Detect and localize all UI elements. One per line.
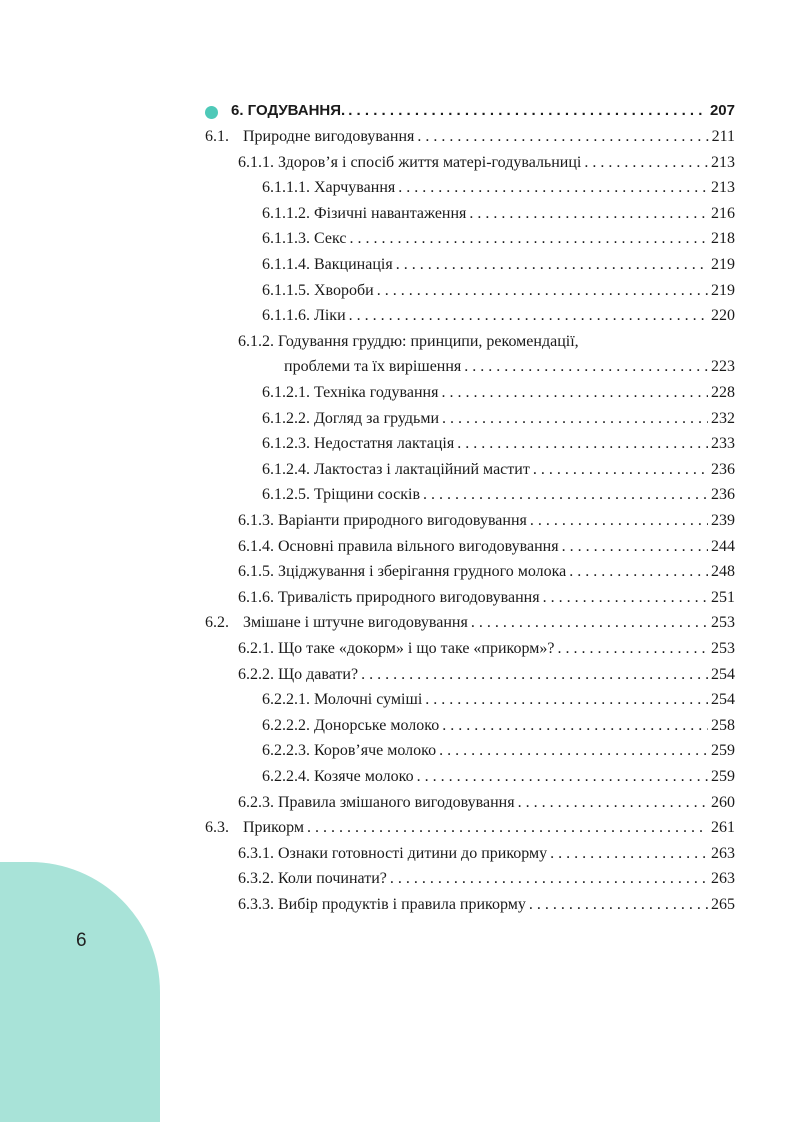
toc-entry[interactable]: [262, 460, 735, 480]
dot-leader: [390, 869, 708, 889]
toc-entry[interactable]: [262, 383, 735, 403]
toc-entry[interactable]: [262, 485, 735, 505]
chapter-bullet-icon: [205, 106, 218, 119]
entry-number: 6.1.1.4.: [262, 256, 310, 273]
entry-page: 228: [711, 384, 735, 401]
toc-entry[interactable]: [238, 332, 579, 352]
entry-page: 259: [711, 768, 735, 785]
dot-leader: [543, 588, 708, 608]
dot-leader: [396, 255, 708, 275]
toc-entry[interactable]: [238, 639, 735, 659]
entry-title: Годування груддю: принципи, рекомендації,: [278, 332, 579, 350]
entry-title: Зціджування і зберігання грудного молока: [278, 563, 567, 581]
entry-title: Харчування: [314, 179, 396, 197]
entry-page: 232: [711, 409, 735, 427]
entry-page: 260: [711, 793, 735, 811]
entry-page: 251: [711, 588, 735, 606]
entry-page: 233: [711, 435, 735, 453]
entry-number: 6.1.1.3.: [262, 230, 310, 248]
entry-page: 263: [711, 844, 735, 862]
dot-leader: [349, 229, 708, 249]
entry-title: Тріщини сосків: [314, 486, 420, 504]
entry-title: Хвороби: [314, 281, 374, 299]
entry-number: 6.1.2.3.: [262, 435, 310, 453]
entry-page: 261: [711, 819, 735, 837]
entry-title: Ознаки готовності дитини до прикорму: [278, 844, 548, 862]
entry-page: 218: [711, 230, 735, 248]
entry-number: 6.2.1.: [238, 640, 274, 657]
entry-number: 6.2.2.4.: [262, 768, 310, 785]
toc-entry[interactable]: [262, 281, 735, 301]
chapter-page: 207: [709, 102, 735, 119]
toc-entry[interactable]: [238, 869, 735, 889]
entry-number: 6.1.1.1.: [262, 179, 310, 197]
corner-decoration: [0, 862, 160, 1122]
chapter-heading[interactable]: [231, 101, 735, 121]
entry-title: Здоров’я і спосіб життя матері-годувальниці: [278, 153, 582, 171]
dot-leader: [441, 383, 708, 403]
entry-title: Лактостаз і лактаційний мастит: [314, 460, 530, 478]
toc-entry[interactable]: [238, 511, 735, 531]
toc-entry[interactable]: [205, 127, 735, 147]
entry-number: 6.1.1.2.: [262, 204, 310, 222]
entry-number: 6.3.1.: [238, 844, 274, 862]
dot-leader: [417, 767, 708, 787]
entry-page: 253: [711, 640, 735, 657]
entry-title: Недостатня лактація: [314, 435, 455, 453]
entry-number: 6.2.2.: [238, 665, 274, 683]
entry-title: Що таке «докорм» і що таке «прикорм»?: [278, 640, 555, 657]
dot-leader: [377, 281, 708, 301]
dot-leader: [361, 665, 708, 685]
dot-leader: [533, 460, 708, 480]
entry-title: Донорське молоко: [314, 716, 440, 734]
dot-leader: [471, 613, 708, 633]
entry-page: 265: [711, 896, 735, 913]
entry-title: Варіанти природного вигодовування: [278, 512, 527, 529]
entry-page: 253: [711, 614, 735, 632]
dot-leader: [530, 511, 708, 531]
entry-title: Змішане і штучне вигодовування: [243, 614, 468, 632]
entry-title-continuation: проблеми та їх вирішення: [284, 358, 462, 376]
toc-entry[interactable]: [205, 613, 735, 633]
entry-page: 223: [711, 358, 735, 376]
entry-title: Правила змішаного вигодовування: [278, 793, 515, 811]
entry-title: Що давати?: [278, 665, 359, 683]
entry-page: 219: [711, 256, 735, 273]
entry-title: Прикорм: [243, 819, 304, 837]
dot-leader: [398, 178, 708, 198]
entry-title: Секс: [314, 230, 347, 248]
toc-entry[interactable]: [262, 255, 735, 275]
dot-leader: [425, 690, 708, 710]
entry-page: 220: [711, 307, 735, 325]
toc-entry[interactable]: [262, 409, 735, 429]
dot-leader: [442, 716, 708, 736]
entry-title: Ліки: [314, 307, 346, 325]
entry-title: Техніка годування: [314, 384, 439, 401]
dot-leader: [417, 127, 708, 147]
dot-leader: [469, 204, 708, 224]
entry-title: Фізичні навантаження: [314, 204, 467, 222]
toc-entry[interactable]: [238, 844, 735, 864]
entry-page: 244: [711, 537, 735, 555]
entry-title: Коров’яче молоко: [314, 742, 437, 760]
entry-title: Основні правила вільного вигодовування: [278, 537, 559, 555]
entry-title: Козяче молоко: [314, 768, 414, 785]
entry-title: Вакцинація: [314, 256, 393, 273]
toc-entry[interactable]: [262, 741, 735, 761]
toc-entry-continuation[interactable]: [284, 357, 735, 377]
dot-leader: [349, 306, 708, 326]
entry-number: 6.1.: [205, 128, 229, 145]
entry-number: 6.2.2.2.: [262, 716, 310, 734]
entry-number: 6.2.3.: [238, 793, 274, 811]
entry-page: 258: [711, 716, 735, 734]
entry-number: 6.1.2.4.: [262, 460, 310, 478]
entry-page: 263: [711, 870, 735, 888]
entry-number: 6.1.2.2.: [262, 409, 310, 427]
entry-number: 6.1.2.1.: [262, 384, 310, 401]
entry-number: 6.2.2.3.: [262, 742, 310, 760]
dot-leader: [423, 485, 708, 505]
entry-page: 213: [711, 179, 735, 197]
entry-number: 6.3.: [205, 819, 229, 837]
entry-title: Коли починати?: [278, 870, 387, 888]
entry-number: 6.1.2.: [238, 332, 274, 350]
entry-page: 236: [711, 486, 735, 504]
entry-page: 236: [711, 460, 735, 478]
toc-entry[interactable]: [262, 690, 735, 710]
entry-page: 254: [711, 691, 735, 709]
entry-number: 6.2.2.1.: [262, 691, 310, 709]
toc-entry[interactable]: [238, 665, 735, 685]
dot-leader: [569, 562, 708, 582]
entry-number: 6.1.1.: [238, 153, 274, 171]
entry-page: 259: [711, 742, 735, 760]
toc-entry[interactable]: [262, 434, 735, 454]
entry-title: Природне вигодовування: [243, 128, 415, 145]
dot-leader: [348, 101, 707, 121]
toc-entry[interactable]: [238, 793, 735, 813]
toc-entry[interactable]: [262, 229, 735, 249]
entry-title: Тривалість природного вигодовування: [278, 588, 540, 606]
entry-page: 219: [711, 281, 735, 299]
entry-number: 6.1.1.6.: [262, 307, 310, 325]
entry-number: 6.1.1.5.: [262, 281, 310, 299]
dot-leader: [562, 537, 708, 557]
dot-leader: [442, 409, 708, 429]
entry-page: 213: [711, 153, 735, 171]
chapter-title: 6. ГОДУВАННЯ.: [231, 102, 346, 119]
dot-leader: [439, 741, 708, 761]
entry-number: 6.1.3.: [238, 512, 274, 529]
entry-page: 239: [711, 512, 735, 529]
entry-title: Вибір продуктів і правила прикорму: [278, 896, 526, 913]
dot-leader: [550, 844, 708, 864]
toc-entry[interactable]: [238, 895, 735, 915]
toc-entry[interactable]: [262, 306, 735, 326]
entry-number: 6.3.2.: [238, 870, 274, 888]
toc-entry[interactable]: [238, 588, 735, 608]
dot-leader: [307, 818, 708, 838]
toc-entry[interactable]: [262, 716, 735, 736]
entry-title: Догляд за грудьми: [314, 409, 440, 427]
entry-number: 6.1.6.: [238, 588, 274, 606]
toc-entry[interactable]: [238, 153, 735, 173]
entry-number: 6.3.3.: [238, 896, 274, 913]
entry-title: Молочні суміші: [314, 691, 423, 709]
dot-leader: [457, 434, 708, 454]
entry-page: 211: [711, 128, 735, 145]
dot-leader: [464, 357, 708, 377]
dot-leader: [529, 895, 708, 915]
page-number: 6: [76, 930, 87, 951]
entry-number: 6.2.: [205, 614, 229, 632]
toc-entry[interactable]: [262, 178, 735, 198]
dot-leader: [558, 639, 709, 659]
entry-number: 6.1.2.5.: [262, 486, 310, 504]
toc-entry[interactable]: [262, 204, 735, 224]
toc-entry[interactable]: [238, 537, 735, 557]
dot-leader: [518, 793, 708, 813]
toc-entry[interactable]: [262, 767, 735, 787]
dot-leader: [584, 153, 708, 173]
entry-page: 216: [711, 204, 735, 222]
toc-entry[interactable]: [205, 818, 735, 838]
entry-page: 254: [711, 665, 735, 683]
entry-page: 248: [711, 563, 735, 581]
entry-number: 6.1.4.: [238, 537, 274, 555]
entry-number: 6.1.5.: [238, 563, 274, 581]
toc-entry[interactable]: [238, 562, 735, 582]
